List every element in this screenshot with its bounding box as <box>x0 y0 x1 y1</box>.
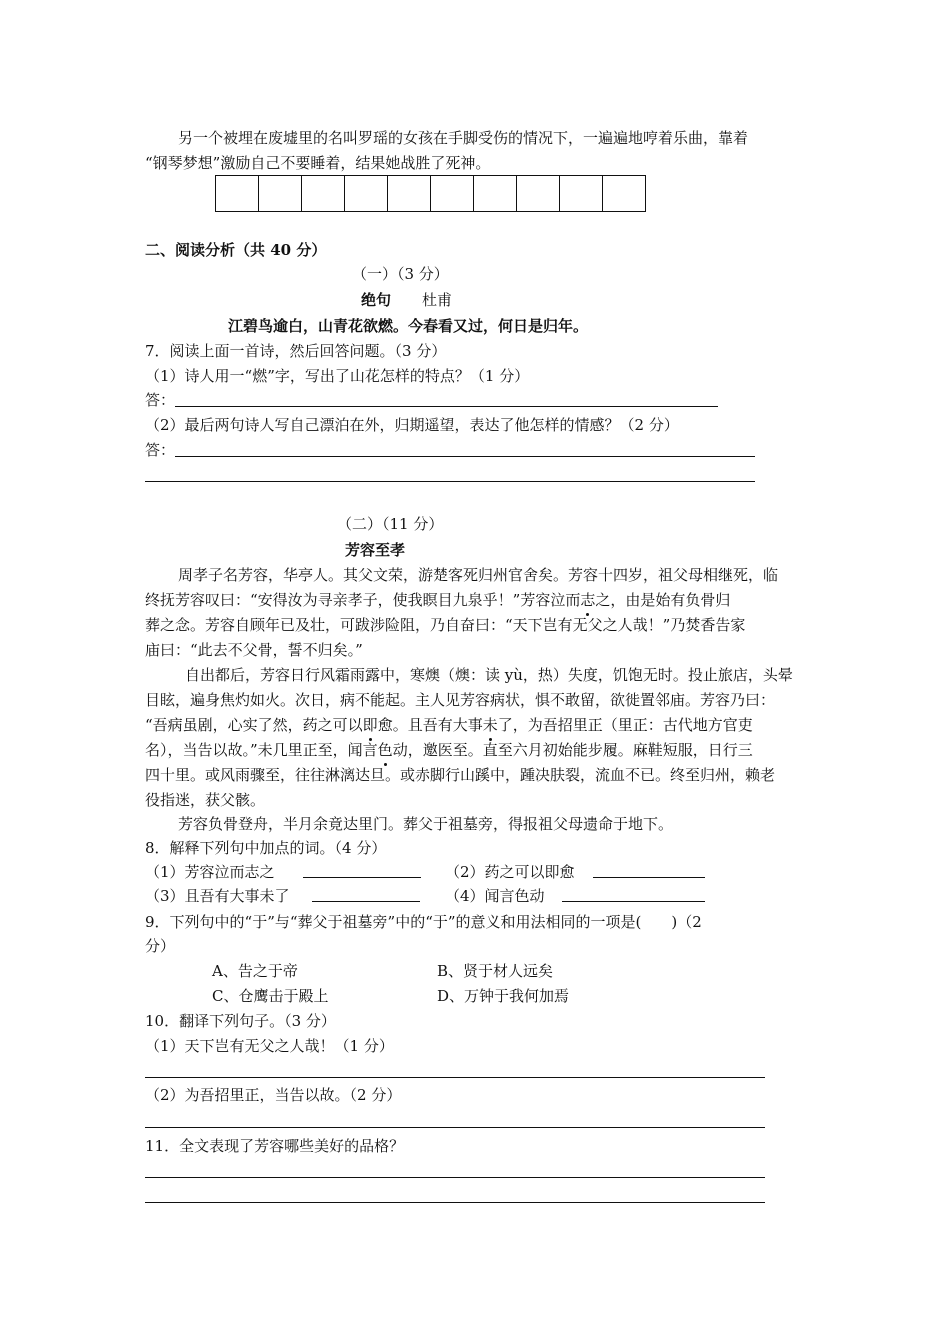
passage-line: 周孝子名芳容，华亭人。其父文荣，游楚客死归州官舍矣。芳容十四岁，祖父母相继死，临 <box>178 566 779 584</box>
passage-line: 自出都后，芳容日行风霜雨露中，寒燠（燠：读 yù，热）失度，饥饱无时。投止旅店，头晕 <box>185 666 793 684</box>
answer-line[interactable] <box>145 1177 765 1178</box>
passage-line: 役指迷，获父骸。 <box>145 791 266 809</box>
grid-cell[interactable] <box>301 175 345 212</box>
answer-line[interactable] <box>145 1077 765 1078</box>
passage-line: “吾病虽剧，心实了然，药之可以即愈。且吾有大事未了，为吾招里正（里正：古代地方官吏 <box>145 713 753 737</box>
question-11: 11．全文表现了芳容哪些美好的品格？ <box>145 1137 405 1155</box>
passage-title: 芳容至孝 <box>345 541 406 559</box>
dotted-char: 志 <box>580 588 595 612</box>
section-heading: 二、阅读分析（共 40 分） <box>145 241 327 259</box>
question-10: 10．翻译下列句子。（3 分） <box>145 1012 336 1030</box>
poem-title: 绝句 <box>361 291 392 309</box>
answer-line[interactable] <box>145 1202 765 1203</box>
grid-cell[interactable] <box>430 175 474 212</box>
grid-cell[interactable] <box>258 175 302 212</box>
passage-line: 四十里。或风雨骤至，往往淋漓达旦。或赤脚行山蹊中，踵决肤裂，流血不已。终至归州，赖老 <box>145 766 776 784</box>
part1-label: （一）（3 分） <box>352 265 449 283</box>
passage-line: 目眩，遍身焦灼如火。次日，病不能起。主人见芳容病状，惧不敢留，欲徙置邻庙。芳容乃曰： <box>145 691 776 709</box>
grid-cell[interactable] <box>215 175 259 212</box>
question-7-2: （2）最后两句诗人写自己漂泊在外，归期遥望，表达了他怎样的情感？（2 分） <box>145 416 679 434</box>
question-8-item: （2）药之可以即愈 <box>445 863 575 881</box>
writing-grid <box>216 175 646 212</box>
answer-line[interactable] <box>175 406 718 407</box>
part2-label: （二）（11 分） <box>337 515 444 533</box>
answer-blank[interactable] <box>593 877 705 878</box>
grid-cell[interactable] <box>602 175 646 212</box>
grid-cell[interactable] <box>387 175 431 212</box>
poem-text: 江碧鸟逾白，山青花欲燃。今春看又过，何日是归年。 <box>228 317 589 335</box>
answer-line[interactable] <box>175 456 755 457</box>
question-8: 8．解释下列句中加点的词。（4 分） <box>145 839 387 857</box>
answer-blank[interactable] <box>312 901 420 902</box>
answer-label: 答： <box>145 441 176 459</box>
dotted-char: 色 <box>378 738 393 762</box>
option-d[interactable]: D、万钟于我何加焉 <box>437 987 570 1005</box>
passage-line: 芳容负骨登舟，半月余竟达里门。葬父于祖墓旁，得报祖父母遗命于地下。 <box>178 815 674 833</box>
answer-line[interactable] <box>145 1127 765 1128</box>
answer-label: 答： <box>145 391 176 409</box>
grid-cell[interactable] <box>344 175 388 212</box>
dotted-char: 未 <box>483 713 498 737</box>
question-8-item: （4）闻言色动 <box>445 887 545 905</box>
grid-cell[interactable] <box>516 175 560 212</box>
question-9-cont: 分） <box>145 937 176 955</box>
option-b[interactable]: B、贤于材人远矣 <box>437 962 554 980</box>
option-a[interactable]: A、告之于帝 <box>212 962 298 980</box>
passage-line: 名），当告以故。”未几里正至，闻言色动，邀医至。直至六月初始能步履。麻鞋短服，日行三 <box>145 738 753 762</box>
grid-cell[interactable] <box>559 175 603 212</box>
question-10-1: （1）天下岂有无父之人哉！（1 分） <box>145 1037 394 1055</box>
option-c[interactable]: C、仓鹰击于殿上 <box>212 987 329 1005</box>
question-8-item: （1）芳容泣而志之 <box>145 863 275 881</box>
answer-blank[interactable] <box>303 877 421 878</box>
answer-line[interactable] <box>145 481 755 482</box>
question-8-item: （3）且吾有大事未了 <box>145 887 290 905</box>
question-10-2: （2）为吾招里正，当告以故。（2 分） <box>145 1086 402 1104</box>
question-9: 9．下列句中的“于”与“葬父于祖墓旁”中的“于”的意义和用法相同的一项是( )（2 <box>145 913 702 931</box>
poem-author: 杜甫 <box>422 291 453 309</box>
answer-blank[interactable] <box>562 901 705 902</box>
question-7-1: （1）诗人用一“燃”字，写出了山花怎样的特点？（1 分） <box>145 367 530 385</box>
grid-cell[interactable] <box>473 175 517 212</box>
passage-line: 庙曰：“此去不父骨，誓不归矣。” <box>145 641 363 659</box>
passage-line: 终抚芳容叹曰：“安得汝为寻亲孝子，使我瞑目九泉乎！”芳容泣而志之，由是始有负骨归 <box>145 588 730 612</box>
dotted-char: 即 <box>363 713 378 737</box>
intro-line-1: 另一个被埋在废墟里的名叫罗瑶的女孩在手脚受伤的情况下，一遍遍地哼着乐曲，靠着 <box>178 129 749 147</box>
question-7: 7．阅读上面一首诗，然后回答问题。（3 分） <box>145 342 447 360</box>
passage-line: 葬之念。芳容自顾年已及壮，可跋涉险阻，乃自奋曰：“天下岂有无父之人哉！”乃焚香告家 <box>145 616 746 634</box>
intro-line-2: “钢琴梦想”激励自己不要睡着，结果她战胜了死神。 <box>145 154 491 172</box>
